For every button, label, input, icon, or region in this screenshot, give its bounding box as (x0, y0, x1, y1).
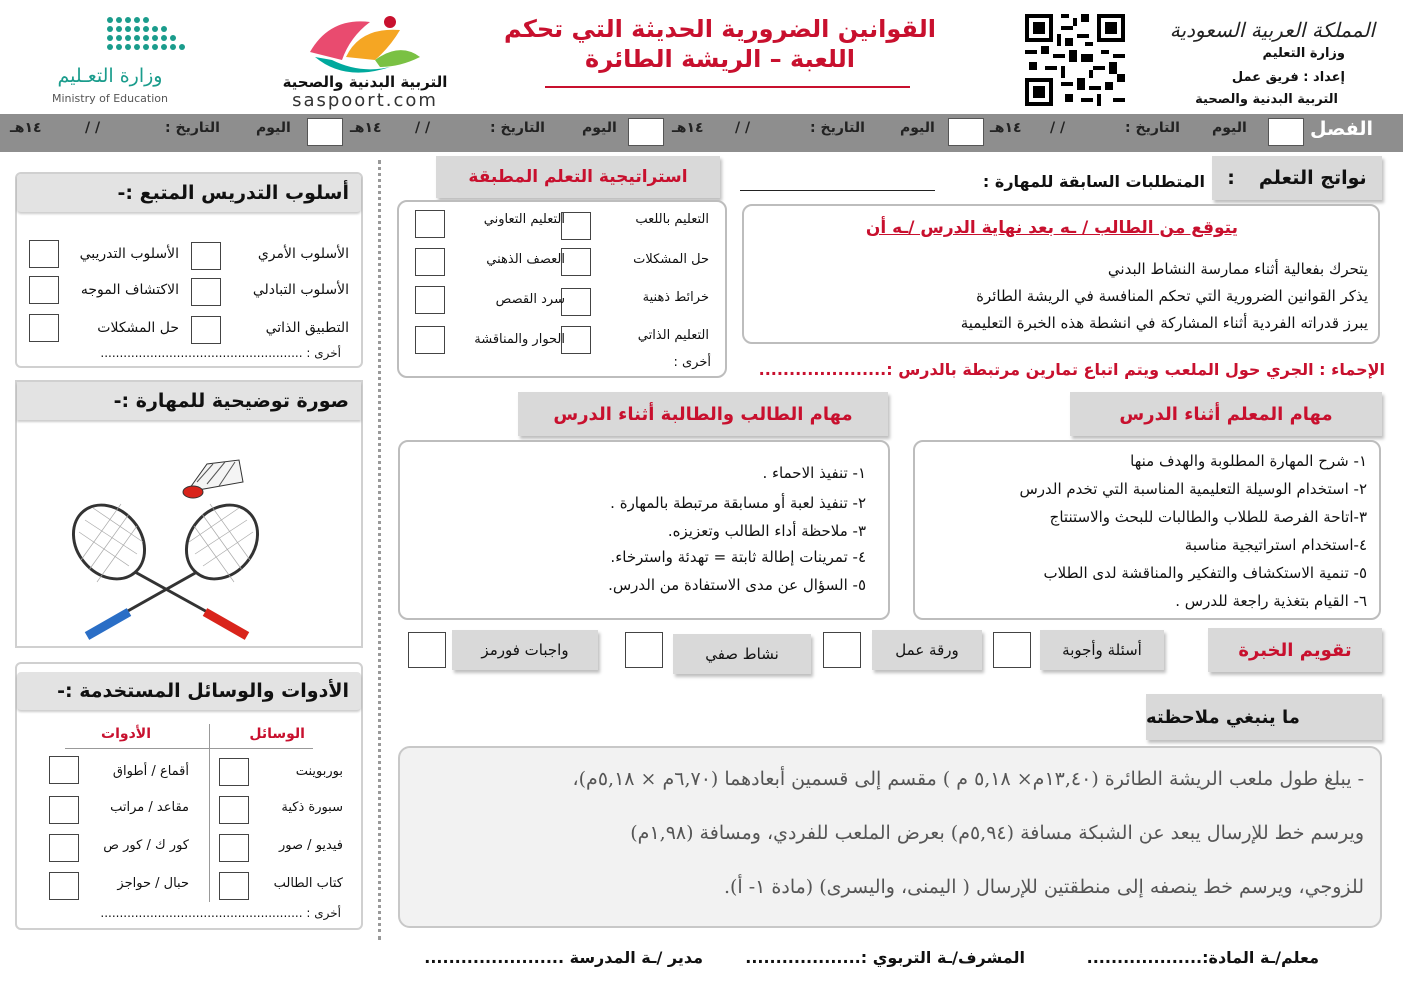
tools-other[interactable]: أخرى : ..................................................... (100, 906, 341, 920)
class-input[interactable] (1268, 118, 1304, 146)
evaluation-option: أسئلة وأجوبة (1040, 630, 1164, 670)
outcomes-heading (1212, 156, 1382, 200)
illustration-panel (15, 380, 363, 648)
year-suffix: ١٤هـ (672, 120, 704, 136)
teacher-task-item: ٢- استخدام الوسيلة التعليمية المناسبة التي تخدم الدرس (1019, 480, 1367, 498)
teacher-task-item: ٥- تنمية الاستكشاف والتفكير والمناقشة لدى الطلاب (1043, 564, 1367, 582)
style-label: الاكتشاف الموجه (80, 282, 179, 298)
evaluation-heading: تقويم الخبرة (1208, 628, 1382, 672)
means-checkbox[interactable] (219, 834, 249, 862)
ministry-label: وزارة التعليم (1262, 46, 1345, 61)
evaluation-option: ورقة عمل (872, 630, 982, 670)
teacher-task-item: ٦- القيام بتغذية راجعة للدرس . (1175, 592, 1367, 610)
warmup-line: الإحماء : الجري حول الملعب ويتم اتباع تمارين مرتبطة بالدرس :..................... (758, 360, 1385, 379)
principal-signature[interactable]: مدير /ـة المدرسة ....................... (424, 948, 703, 967)
student-task-item: ٢- تنفيذ لعبة أو مسابقة مرتبطة بالمهارة . (610, 494, 866, 512)
outcome-item: يتحرك بفعالية أثناء ممارسة النشاط البدني (1107, 260, 1368, 278)
tools-header-rule (65, 748, 313, 749)
pe-site-url: saspoort.com (292, 90, 438, 111)
evaluation-checkbox[interactable] (993, 632, 1031, 668)
outcomes-panel (742, 204, 1380, 344)
date-label: التاريخ : (1125, 120, 1180, 136)
notes-panel (398, 746, 1382, 928)
means-label: كتاب الطالب (273, 876, 343, 891)
tool-checkbox[interactable] (49, 872, 79, 900)
tools-header: الأدوات (101, 726, 151, 742)
day-input[interactable] (307, 118, 343, 146)
strategy-checkbox[interactable] (415, 248, 445, 276)
qr-code-icon (1025, 14, 1125, 106)
tool-checkbox[interactable] (49, 756, 79, 784)
strategy-label: التعليم الذاتي (637, 328, 709, 343)
outcome-item: يبرز قدراته الفردية أثناء المشاركة في انشطة هذه الخبرة التعليمية (960, 314, 1368, 332)
prepared-by: إعداد : فريق عمل (1231, 70, 1345, 85)
style-checkbox[interactable] (29, 314, 59, 342)
style-label: الأسلوب التدريبي (79, 246, 179, 262)
evaluation-option: نشاط صفي (673, 634, 811, 674)
style-checkbox[interactable] (191, 242, 221, 270)
teacher-tasks-heading: مهام المعلم أثناء الدرس (1070, 392, 1382, 436)
strategy-label: سرد القصص (495, 292, 565, 307)
teacher-task-item: ١- شرح المهارة المطلوبة والهدف منها (1130, 452, 1367, 470)
style-other[interactable]: أخرى : ..................................................... (100, 346, 341, 360)
means-label: سبورة ذكية (281, 800, 343, 815)
date-strip (0, 114, 1403, 152)
outcomes-heading-text: نواتج التعلم (1258, 167, 1367, 189)
teaching-style-panel (15, 172, 363, 368)
date-slashes: / / (85, 120, 101, 136)
student-tasks-panel (398, 440, 890, 620)
year-suffix: ١٤هـ (350, 120, 382, 136)
strategy-checkbox[interactable] (415, 286, 445, 314)
student-task-item: ٤- تمرينات إطالة ثابتة = تهدئة واسترخاء. (610, 548, 866, 566)
strategy-label: التعليم التعاوني (483, 212, 565, 227)
note-line: - يبلغ طول ملعب الريشة الطائرة (١٣,٤٠م× ٥,١٨ م ) مقسم إلى قسمين أبعادهما (٦,٧٠م × ٥,١٨م)، (572, 768, 1364, 790)
style-label: الأسلوب الأمري (257, 246, 349, 262)
strategy-checkbox[interactable] (415, 210, 445, 238)
strategy-checkbox[interactable] (561, 248, 591, 276)
style-label: حل المشكلات (97, 320, 179, 336)
day-input[interactable] (948, 118, 984, 146)
student-task-item: ٣- ملاحظة أداء الطالب وتعزيزه. (667, 522, 866, 540)
date-slashes: / / (1050, 120, 1066, 136)
tool-label: مقاعد / مراتب (110, 800, 189, 815)
supervisor-signature[interactable]: المشرف/ـة التربوي :................... (745, 948, 1025, 967)
strategy-checkbox[interactable] (561, 212, 591, 240)
strategy-checkbox[interactable] (415, 326, 445, 354)
means-checkbox[interactable] (219, 796, 249, 824)
style-checkbox[interactable] (29, 276, 59, 304)
strategy-label: حل المشكلات (633, 252, 709, 267)
pe-logo-text: التربية البدنية والصحية (282, 73, 448, 91)
lesson-title (480, 14, 960, 74)
kingdom-title: المملكة العربية السعودية (1169, 18, 1375, 42)
note-line: للزوجي، ويرسم خط ينصفه إلى منطقتين للإرسال ( اليمنى، واليسرى) (مادة ١- أ). (723, 876, 1364, 898)
strategies-heading: استراتيجية التعلم المطبقة (436, 156, 720, 198)
moe-english: Ministry of Education (51, 92, 168, 105)
student-tasks-heading: مهام الطالب والطالبة أثناء الدرس (518, 392, 888, 436)
means-label: بوربوينت (295, 764, 343, 779)
style-checkbox[interactable] (191, 278, 221, 306)
illustration-heading: صورة توضيحية للمهارة :- (17, 382, 361, 420)
date-label: التاريخ : (490, 120, 545, 136)
means-checkbox[interactable] (219, 872, 249, 900)
prereq-label: المتطلبات السابقة للمهارة : (982, 172, 1205, 191)
date-label: التاريخ : (165, 120, 220, 136)
evaluation-option: واجبات فورمز (452, 630, 598, 670)
tool-label: أقماع / أطواق (112, 764, 189, 779)
strategy-other[interactable]: أخرى : (673, 355, 711, 370)
tool-checkbox[interactable] (49, 796, 79, 824)
note-line: ويرسم خط للإرسال يبعد عن الشبكة مسافة (٥,٩٤م) بعرض الملعب للفردي، ومسافة (١,٩٨م) (630, 822, 1364, 844)
tools-heading: الأدوات والوسائل المستخدمة :- (17, 672, 361, 710)
teacher-tasks-panel (913, 440, 1381, 620)
strategy-checkbox[interactable] (561, 288, 591, 316)
department-label: التربية البدنية والصحية (1195, 92, 1338, 107)
badminton-rackets-icon (47, 442, 287, 642)
year-suffix: ١٤هـ (10, 120, 42, 136)
day-label: اليوم (1212, 120, 1247, 136)
tools-panel (15, 662, 363, 930)
teaching-style-heading: أسلوب التدريس المتبع :- (17, 174, 361, 212)
style-label: الأسلوب التبادلي (252, 282, 349, 298)
style-label: التطبيق الذاتي (265, 320, 349, 336)
outcomes-colon: : (1227, 167, 1235, 189)
day-label: اليوم (582, 120, 617, 136)
tool-label: كور ك / كور ص (103, 838, 189, 853)
strategies-panel (397, 200, 727, 378)
outcome-item: يذكر القوانين الضرورية التي تحكم المنافسة في الريشة الطائرة (976, 287, 1368, 305)
style-checkbox[interactable] (191, 316, 221, 344)
day-label: اليوم (256, 120, 291, 136)
lesson-title-line2: اللعبة – الريشة الطائرة (585, 45, 855, 73)
date-slashes: / / (415, 120, 431, 136)
date-slashes: / / (735, 120, 751, 136)
strategy-checkbox[interactable] (561, 326, 591, 354)
notes-heading: ما ينبغي ملاحظته (1146, 694, 1382, 740)
strategy-label: العصف الذهني (486, 252, 565, 267)
strategy-label: الحوار والمناقشة (474, 332, 565, 347)
style-checkbox[interactable] (29, 240, 59, 268)
moe-logo-icon (105, 15, 190, 57)
teacher-task-item: ٤-استخدام استراتيجية مناسبة (1184, 536, 1367, 554)
student-task-item: ٥- السؤال عن مدى الاستفادة من الدرس. (608, 576, 866, 594)
evaluation-checkbox[interactable] (823, 632, 861, 668)
day-input[interactable] (628, 118, 664, 146)
day-label: اليوم (900, 120, 935, 136)
means-checkbox[interactable] (219, 758, 249, 786)
teacher-task-item: ٣-اتاحة الفرصة للطلاب والطالبات للبحث والاستنتاج (1049, 508, 1367, 526)
date-label: التاريخ : (810, 120, 865, 136)
strategy-label: التعليم باللعب (635, 212, 709, 227)
title-underline (545, 86, 910, 88)
tool-label: حبال / حواجز (117, 876, 189, 891)
teacher-signature[interactable]: معلم/ـة المادة:................... (1086, 948, 1319, 967)
year-suffix: ١٤هـ (990, 120, 1022, 136)
tool-checkbox[interactable] (49, 834, 79, 862)
tools-divider (209, 724, 210, 902)
evaluation-checkbox[interactable] (408, 632, 446, 668)
means-header: الوسائل (249, 726, 305, 742)
strategy-label: خرائط ذهنية (642, 290, 709, 305)
column-divider (378, 160, 381, 940)
means-label: فيديو / صور (279, 838, 343, 853)
student-task-item: ١- تنفيذ الاحماء . (762, 464, 866, 482)
prereq-line[interactable] (740, 190, 935, 191)
class-label: الفصل (1310, 118, 1374, 140)
lesson-title-line1: القوانين الضرورية الحديثة التي تحكم (504, 15, 936, 43)
evaluation-checkbox[interactable] (625, 632, 663, 668)
outcomes-expectation: يتوقع من الطالب / ـه بعد نهاية الدرس /ـه أن (865, 218, 1238, 238)
moe-arabic: وزارة التعـليم (57, 65, 163, 87)
